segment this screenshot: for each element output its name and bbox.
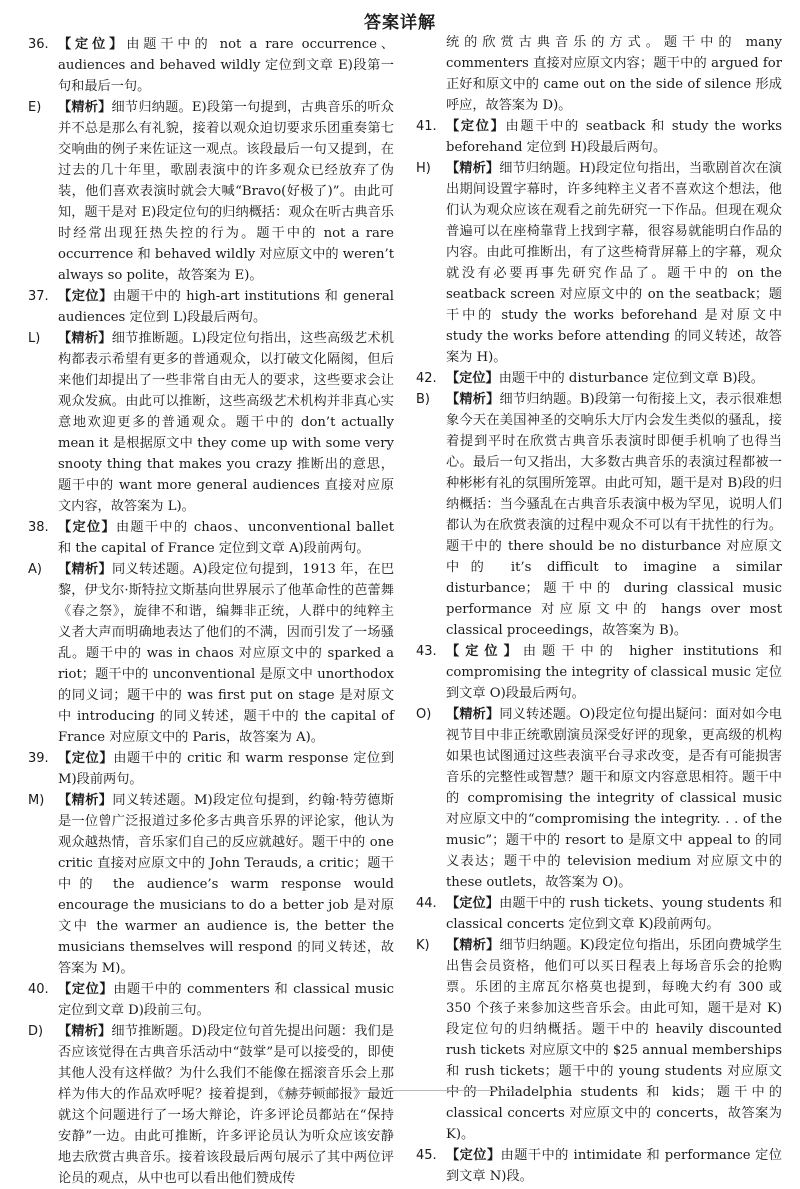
entry-label: D) [28, 1024, 44, 1039]
entry-text: 细节归纳题。K)段定位句指出，乐团向费城学生出售会员资格，他们可以买日程表上每场音乐会的抢购票。乐团的主席瓦尔格莫也提到，每晚大约有 300 或 350 个孩子来参加这些音乐会。由此可知，题干是对 K)段定位句的归纳概括。题干中的 heavily discounted rush tickets 对应原文中的 $25 annual memberships 和 rush tickets；题干中的 young students 对应原文中的 Philadelphia students 和 kids；题干中的 classical concerts 对应原文中的 concerts，故答案为 K)。 [446, 938, 782, 1142]
answer-entry [28, 790, 394, 979]
entry-label: 37. [28, 289, 49, 304]
entry-text: 由题干中的 chaos、unconventional ballet 和 the capital of France 定位到文章 A)段前两句。 [58, 520, 394, 556]
entry-tag: 【精析】 [58, 562, 112, 577]
entry-tag: 【精析】 [446, 392, 500, 407]
entry-tag: 【定位】 [446, 896, 500, 911]
entry-tag: 【精析】 [58, 1024, 112, 1039]
entry-text: 由题干中的 disturbance 定位到文章 B)段。 [498, 371, 764, 386]
entry-tag: 【定位】 [446, 371, 499, 386]
entry-label: K) [416, 938, 430, 953]
entry-tag: 【精析】 [446, 161, 500, 176]
entry-text: 由题干中的 commenters 和 classical music 定位到文章 D)段前三句。 [58, 982, 395, 1018]
answer-entry [28, 559, 394, 748]
entry-label: H) [416, 161, 431, 176]
answer-entry [28, 1021, 394, 1189]
entry-tag: 【定位】 [58, 520, 116, 535]
entry-label: O) [416, 707, 432, 722]
entry-tag: 【定位】 [58, 982, 114, 997]
entry-text: 同义转述题。M)段定位句提到，约翰·特劳德斯是一位曾广泛报道过多伦多古典音乐界的评论家，他认为观众越热情，音乐家们自己的反应就越好。题干中的 one critic 直接对应原文中的 John Terauds, a critic；题干中的 the audience’s warm response would encourage the musicians to do a better job 是对原文中 the warmer an audience is, the better the musicians themselves will respond 的同义转述，故答案为 M)。 [58, 793, 394, 976]
entry-text: 统的欣赏古典音乐的方式。题干中的 many commenters 直接对应原文内容；题干中的 argued for 正好和原文中的 came out on the side of silence 形成呼应，故答案为 D)。 [446, 35, 782, 113]
entry-label: 45. [416, 1148, 437, 1163]
answer-entry [28, 34, 394, 97]
answer-entry [28, 328, 394, 517]
answer-entry [416, 32, 782, 116]
entry-label: 36. [28, 37, 49, 52]
answer-entry [28, 97, 394, 286]
entry-text: 由题干中的 rush tickets、young students 和 classical concerts 定位到文章 K)段前两句。 [446, 896, 782, 932]
entry-tag: 【精析】 [58, 793, 113, 808]
entry-tag: 【定位】 [58, 289, 113, 304]
entry-tag: 【精析】 [446, 938, 500, 953]
entry-tag: 【精析】 [58, 100, 112, 115]
entry-tag: 【精析】 [58, 331, 112, 346]
entry-text: 细节推断题。L)段定位句指出，这些高级艺术机构都表示希望有更多的普通观众，以打破文化隔阂，但后来他们却提出了一些非常自由无人的要求，这些要求会让观众发疯。由此可以推断，这些高级艺术机构并非真心实意地欢迎更多的普通观众。题干中的 don’t actually mean it 是根据原文中 they come up with some very snooty thing that makes you crazy 推断出的意思，题干中的 want more general audiences 直接对应原文内容，故答案为 L)。 [58, 331, 394, 514]
entry-label: E) [28, 100, 42, 115]
entry-label: L) [28, 331, 41, 346]
entry-label: 43. [416, 644, 437, 659]
entry-label: 42. [416, 371, 437, 386]
entry-label: 41. [416, 119, 437, 134]
answer-entry [416, 389, 782, 641]
entry-label: 38. [28, 520, 49, 535]
answer-entry [416, 935, 782, 1145]
entry-label: 40. [28, 982, 49, 997]
footer-divider [280, 1090, 520, 1091]
answer-entry [28, 748, 394, 790]
entry-tag: 【定位】 [58, 37, 127, 52]
entry-tag: 【定位】 [446, 1148, 501, 1163]
entry-text: 由题干中的 not a rare occurrence、audiences and behaved wildly 定位到文章 E)段第一句和最后一句。 [58, 37, 395, 94]
answer-entry [28, 517, 394, 559]
entry-text: 由题干中的 critic 和 warm response 定位到 M)段前两句。 [58, 751, 395, 787]
entry-text: 细节归纳题。B)段第一句衔接上文，表示很难想象今天在美国神圣的交响乐大厅内会发生类似的骚乱，接着提到平时在欣赏古典音乐表演时即便手机响了也得当心。最后一句又指出，大多数古典音乐的表演过程都被一种彬彬有礼的氛围所笼罩。由此可知，题干是对 B)段的归纳概括：当今骚乱在古典音乐表演中极为罕见，说明人们都认为在欣赏表演的过程中观众不可以有干扰性的行为。题干中的 there should be no disturbance 对应原文中的 it’s difficult to imagine a similar disturbance；题干中的 during classical music performance 对应原文中的 hangs over most classical proceedings，故答案为 B)。 [446, 392, 782, 638]
entry-label: B) [416, 392, 430, 407]
answer-entry [416, 893, 782, 935]
entry-text: 细节归纳题。H)段定位句指出，当歌剧首次在演出期间设置字幕时，许多纯粹主义者不喜欢这个想法，他们认为观众应该在观看之前先研究一下作品。但现在观众普遍可以在座椅靠背上找到字幕，很容易就能明白作品的内容。由此可推断出，有了这些椅背屏幕上的字幕，观众就没有必要再事先研究作品了。题干中的 on the seatback screen 对应原文中的 on the seatback；题干中的 study the works beforehand 是对原文中 study the works before attending 的同义转述，故答案为 H)。 [446, 161, 782, 365]
right-column [416, 32, 782, 1187]
entry-text: 同义转述题。O)段定位句提出疑问：面对如今电视节目中非正统歌剧演员深受好评的现象，更高级的机构如果也试图通过这些表演平台寻求改变，是否有可能损害音乐的完整性或智慧？题干和原文内容意思相符。题干中的 compromising the integrity of classical music 对应原文中的“compromising the integrity. . . of the music”；题干中的 resort to 是原文中 appeal to 的同义表达；题干中的 television medium 对应原文中的 these outlets，故答案为 O)。 [446, 707, 782, 890]
entry-tag: 【定位】 [58, 751, 114, 766]
entry-text: 由题干中的 seatback 和 study the works beforehand 定位到 H)段最后两句。 [446, 119, 783, 155]
entry-label: A) [28, 562, 42, 577]
answer-entry [416, 368, 782, 389]
page-title: 答案详解 [364, 13, 436, 33]
entry-tag: 【定位】 [446, 119, 506, 134]
entry-text: 细节推断题。D)段定位句首先提出问题：我们是否应该觉得在古典音乐活动中“鼓掌”是可以接受的，即使其他人没有这样做？为什么我们不能像在摇滚音乐会上那样为伟大的作品欢呼呢？接着提到，《赫芬顿邮报》最近就这个问题进行了一场大辩论，许多评论员都站在“保持安静”一边。由此可推断，许多评论员认为听众应该安静地去欣赏古典音乐。接着该段最后两句展示了其中两位评论员的观点，从中也可以看出他们赞成传 [58, 1024, 395, 1186]
entry-tag: 【精析】 [446, 707, 500, 722]
entry-label: 44. [416, 896, 437, 911]
entry-text: 由题干中的 higher institutions 和 compromising the integrity of classical music 定位到文章 O)段最后两句。 [446, 644, 782, 701]
entry-text: 细节归纳题。E)段第一句提到，古典音乐的听众并不总是那么有礼貌，接着以观众迫切要求乐团重奏第七交响曲的例子来佐证这一观点。该段最后一句又提到，在过去的几十年里，歌剧表演中的许多观众已经放弃了伪装，他们喜欢表演时就会大喊“Bravo(好极了)”。由此可知，题干是对 E)段定位句的归纳概括：观众在听古典音乐时经常出现狂热失控的行为。题干中的 not a rare occurrence 和 behaved wildly 对应原文中的 weren’t always so polite，故答案为 E)。 [58, 100, 394, 283]
answer-entry [28, 286, 394, 328]
answer-entry [416, 116, 782, 158]
answer-entry [416, 1145, 782, 1187]
answer-entry [416, 704, 782, 893]
answer-entry [28, 979, 394, 1021]
entry-text: 由题干中的 high-art institutions 和 general audiences 定位到 L)段最后两句。 [58, 289, 394, 325]
answer-entry [416, 641, 782, 704]
entry-label: 39. [28, 751, 49, 766]
entry-tag: 【定位】 [446, 644, 523, 659]
answer-entry [416, 158, 782, 368]
entry-label: M) [28, 793, 45, 808]
entry-text: 同义转述题。A)段定位句提到，1913 年，在巴黎，伊戈尔·斯特拉文斯基向世界展示了他革命性的芭蕾舞《春之祭》，旋律不和谐，编舞非正统，人群中的纯粹主义者大声而明确地表达了他们的不满，因而引发了一场骚乱。题干中的 was in chaos 对应原文中的 sparked a riot；题干中的 unconventional 是原文中 unorthodox 的同义词；题干中的 was first put on stage 是对原文中 introducing 的同义转述，题干中的 the capital of France 对应原文中的 Paris，故答案为 A)。 [58, 562, 395, 745]
entry-text: 由题干中的 intimidate 和 performance 定位到文章 N)段。 [446, 1148, 782, 1184]
left-column [28, 34, 394, 1189]
